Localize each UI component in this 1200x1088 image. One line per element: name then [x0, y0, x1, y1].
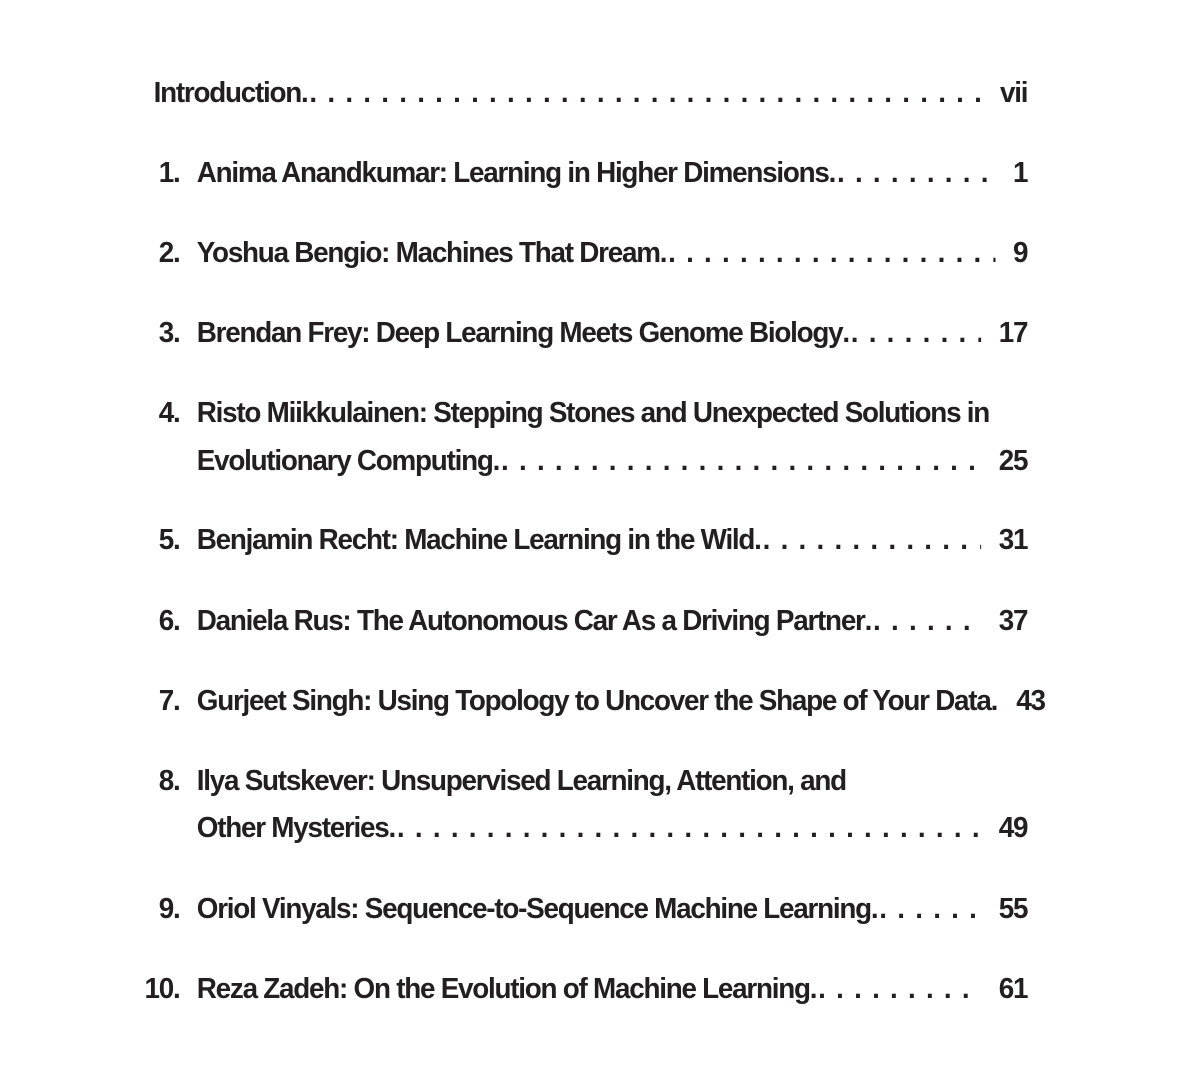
toc-line: Daniela Rus: The Autonomous Car As a Driving Partner . . . . 37 — [197, 603, 1027, 639]
toc-page-number: vii — [999, 77, 1028, 109]
chapter-number: 4. — [158, 397, 180, 429]
chapter-number: 9. — [158, 893, 180, 925]
chapter-number: 6. — [158, 605, 180, 637]
toc-line: Benjamin Recht: Machine Learning in the Wild . . . . 31 — [197, 522, 1027, 558]
toc-title: Anima Anandkumar: Learning in Higher Dimensions — [196, 157, 829, 189]
toc-page-number: 9 — [1012, 237, 1028, 269]
toc-line: Yoshua Bengio: Machines That Dream . . . . 9 — [197, 235, 1027, 271]
toc-line: Anima Anandkumar: Learning in Higher Dimensions . . . . 1 — [197, 155, 1027, 191]
toc-page-number: 61 — [998, 973, 1028, 1005]
toc-page-number: 43 — [1016, 685, 1045, 717]
toc-title: Benjamin Recht: Machine Learning in the Wild — [196, 524, 755, 556]
dot-leader — [761, 522, 982, 558]
chapter-number: 7. — [158, 685, 180, 717]
toc-title: Brendan Frey: Deep Learning Meets Genome Biology — [196, 317, 843, 349]
toc-line: Reza Zadeh: On the Evolution of Machine Learning . . . . 61 — [197, 971, 1027, 1007]
dot-leader — [877, 891, 981, 927]
toc-page-number: 25 — [998, 445, 1028, 477]
chapter-number: 8. — [158, 765, 180, 797]
toc-line: Evolutionary Computing . . . . 25 — [197, 443, 1027, 479]
chapter-number: 3. — [158, 317, 180, 349]
toc-title: Evolutionary Computing — [196, 445, 493, 477]
chapter-number: 2. — [158, 237, 180, 269]
chapter-number: 5. — [158, 524, 180, 556]
toc-line: Gurjeet Singh: Using Topology to Uncover the Shape of Your Data . 43 — [196, 685, 1045, 717]
toc-page-number: 17 — [998, 317, 1028, 349]
dot-leader — [666, 235, 995, 271]
toc-line: Oriol Vinyals: Sequence-to-Sequence Machine Learning . . . . 55 — [197, 891, 1027, 927]
dot-leader — [849, 315, 982, 351]
toc-title-line: Ilya Sutskever: Unsupervised Learning, Attention, and — [196, 765, 846, 797]
toc-title: Gurjeet Singh: Using Topology to Uncover the Shape of Your Data — [196, 685, 991, 717]
dot-leader — [499, 443, 981, 479]
toc-line: Brendan Frey: Deep Learning Meets Genome Biology . . . . 17 — [197, 315, 1027, 351]
toc-line: Other Mysteries . . . . 49 — [197, 810, 1027, 846]
toc-title: Daniela Rus: The Autonomous Car As a Driving Partner — [196, 605, 865, 637]
toc-title: Yoshua Bengio: Machines That Dream — [196, 237, 660, 269]
toc-title: Introduction — [153, 77, 301, 109]
dot-leader — [816, 971, 981, 1007]
toc-title: Oriol Vinyals: Sequence-to-Sequence Machine Learning — [196, 893, 871, 925]
toc-title: Reza Zadeh: On the Evolution of Machine Learning — [196, 973, 810, 1005]
chapter-number: 10. — [144, 973, 180, 1005]
dot-leader — [307, 75, 982, 111]
toc-page-number: 49 — [998, 812, 1028, 844]
dot-leader — [395, 810, 981, 846]
toc-title: Other Mysteries — [196, 812, 389, 844]
toc-page-number: 37 — [998, 605, 1028, 637]
toc-page-number: 31 — [998, 524, 1028, 556]
chapter-number: 1. — [158, 157, 180, 189]
dot-leader — [835, 155, 996, 191]
toc-page-number: 1 — [1012, 157, 1028, 189]
toc-page-number: 55 — [998, 893, 1028, 925]
toc-line: Introduction . . . . vii — [154, 75, 1028, 111]
dot-leader — [871, 603, 981, 639]
toc-title-line: Risto Miikkulainen: Stepping Stones and Unexpected Solutions in — [196, 397, 990, 429]
